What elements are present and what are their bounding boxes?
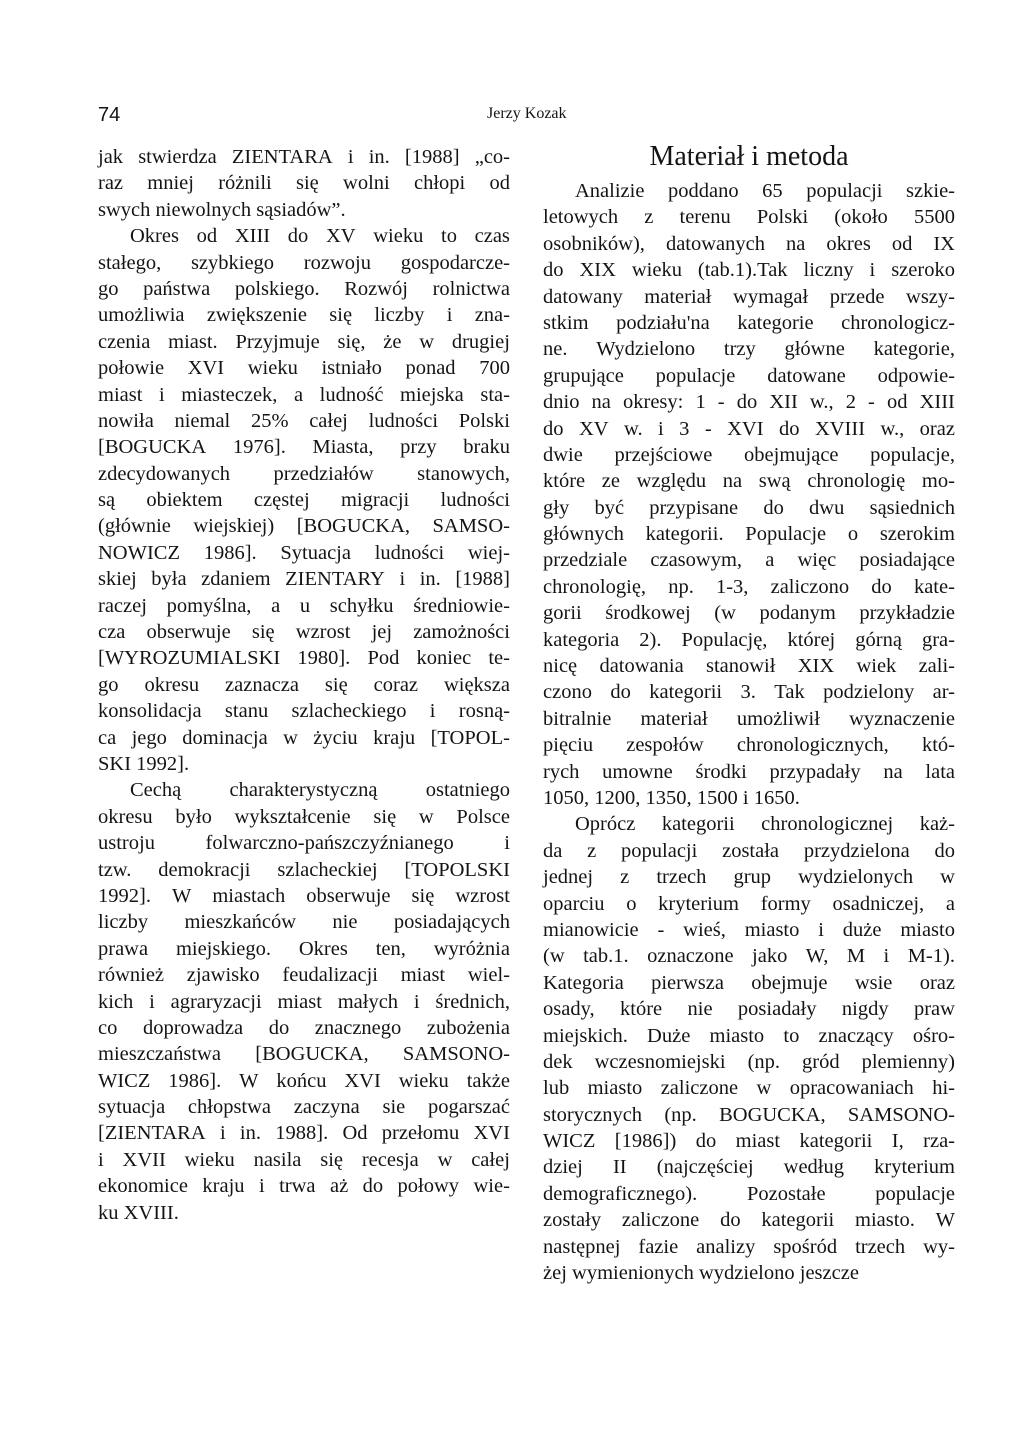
text-line: cza obserwuje się wzrost jej zamożności — [98, 621, 510, 644]
text-line: ustroju folwarczno-pańszczyźnianego i — [98, 832, 510, 855]
text-line: WICZ 1986]. W końcu XVI wieku także — [98, 1069, 510, 1092]
text-line: WICZ [1986]) do miast kategorii I, rza- — [543, 1130, 955, 1153]
running-head: Jerzy Kozak — [487, 105, 567, 122]
text-line: go okresu zaznacza się coraz większa — [98, 673, 510, 696]
text-line: ca jego dominacja w życiu kraju [TOPOL- — [98, 726, 510, 749]
text-line: jednej z trzech grup wydzielonych w — [543, 866, 955, 889]
text-line: prawa miejskiego. Okres ten, wyróżnia — [98, 937, 510, 960]
text-line: nicę datowania stanowił XIX wiek zali- — [543, 655, 955, 678]
text-line: mieszczaństwa [BOGUCKA, SAMSONO- — [98, 1043, 510, 1066]
text-line: kich i agraryzacji miast małych i średnich, — [98, 990, 510, 1013]
text-line: osady, które nie posiadały nigdy praw — [543, 998, 955, 1021]
text-line: (głównie wiejskiej) [BOGUCKA, SAMSO- — [98, 515, 510, 538]
text-line: chronologię, np. 1-3, zaliczono do kate- — [543, 575, 955, 598]
text-line: demograficznego). Pozostałe populacje — [543, 1182, 955, 1205]
text-line: co doprowadza do znacznego zubożenia — [98, 1016, 510, 1039]
text-line: mianowicie - wieś, miasto i duże miasto — [543, 918, 955, 941]
text-line: zostały zaliczone do kategorii miasto. W — [543, 1209, 955, 1232]
text-line: żej wymienionych wydzielono jeszcze — [543, 1262, 859, 1285]
text-line: rych umowne środki przypadały na lata — [543, 760, 955, 783]
text-line: [BOGUCKA 1976]. Miasta, przy braku — [98, 436, 510, 459]
text-line: 1050, 1200, 1350, 1500 i 1650. — [543, 786, 800, 809]
text-line: storycznych (np. BOGUCKA, SAMSONO- — [543, 1103, 955, 1126]
text-line: Analizie poddano 65 populacji szkie- — [575, 180, 955, 202]
text-line: do XV w. i 3 - XVI do XVIII w., oraz — [543, 417, 955, 440]
text-line: gły być przypisane do dwu sąsiednich — [543, 496, 955, 519]
text-line: grupujące populacje datowane odpowie- — [543, 364, 955, 387]
text-line: raz mniej różnili się wolni chłopi od — [98, 172, 510, 195]
text-line: konsolidacja stanu szlacheckiego i rosną- — [98, 700, 510, 723]
text-line: i XVII wieku nasila się recesja w całej — [98, 1148, 510, 1171]
text-line: przedziale czasowym, a więc posiadające — [543, 549, 955, 572]
text-line: [ZIENTARA i in. 1988]. Od przełomu XVI — [98, 1122, 510, 1145]
text-line: czenia miast. Przyjmuje się, że w drugiej — [98, 330, 510, 353]
text-line: sytuacja chłopstwa zaczyna sie pogarszać — [98, 1096, 510, 1119]
text-line: lub miasto zaliczone w opracowaniach hi- — [543, 1077, 955, 1100]
text-line: stałego, szybkiego rozwoju gospodarcze- — [98, 251, 510, 274]
text-line: (w tab.1. oznaczone jako W, M i M-1). — [543, 945, 955, 968]
text-line: osobników), datowanych na okres od IX — [543, 232, 955, 255]
text-line: ekonomice kraju i trwa aż do połowy wie- — [98, 1175, 510, 1198]
text-line: NOWICZ 1986]. Sytuacja ludności wiej- — [98, 541, 510, 564]
text-line: zdecydowanych przedziałów stanowych, — [98, 462, 510, 485]
text-line: ku XVIII. — [98, 1201, 179, 1224]
text-line: są obiektem częstej migracji ludności — [98, 489, 510, 512]
text-line: tzw. demokracji szlacheckiej [TOPOLSKI — [98, 858, 510, 881]
text-line: oparciu o kryterium formy osadniczej, a — [543, 892, 955, 915]
text-line: 1992]. W miastach obserwuje się wzrost — [98, 884, 510, 907]
text-line: SKI 1992]. — [98, 752, 190, 775]
text-line: go państwa polskiego. Rozwój rolnictwa — [98, 277, 510, 300]
page-number: 74 — [98, 104, 121, 126]
text-line: pięciu zespołów chronologicznych, któ- — [543, 734, 955, 757]
text-line: dziej II (najczęściej według kryterium — [543, 1156, 955, 1179]
text-line: skiej była zdaniem ZIENTARY i in. [1988] — [98, 568, 510, 591]
text-line: okresu było wykształcenie się w Polsce — [98, 805, 510, 828]
text-line: dnio na okresy: 1 - do XII w., 2 - od XIII — [543, 391, 955, 414]
text-line: datowany materiał wymagał przede wszy- — [543, 285, 955, 308]
text-line: liczby mieszkańców nie posiadających — [98, 911, 510, 934]
text-line: umożliwia zwiększenie się liczby i zna- — [98, 304, 510, 327]
text-line: raczej pomyślna, a u schyłku średniowie- — [98, 594, 510, 617]
text-line: miast i miasteczek, a ludność miejska sta- — [98, 383, 510, 406]
text-line: kategoria 2). Populację, której górną gra- — [543, 628, 955, 651]
text-line: Cechą charakterystyczną ostatniego — [130, 779, 510, 802]
text-line: bitralnie materiał umożliwił wyznaczenie — [543, 707, 955, 730]
text-line: jak stwierdza ZIENTARA i in. [1988] „co- — [98, 146, 510, 168]
text-line: [WYROZUMIALSKI 1980]. Pod koniec te- — [98, 647, 510, 670]
section-heading: Materiał i metoda — [649, 141, 849, 172]
text-line: miejskich. Duże miasto to znaczący ośro- — [543, 1024, 955, 1047]
text-line: które ze względu na swą chronologię mo- — [543, 470, 955, 493]
text-line: następnej fazie analizy spośród trzech wy- — [543, 1235, 955, 1258]
text-line: gorii środkowej (w podanym przykładzie — [543, 602, 955, 625]
text-line: dwie przejściowe obejmujące populacje, — [543, 443, 955, 466]
text-line: letowych z terenu Polski (około 5500 — [543, 206, 955, 229]
text-line: nowiła niemal 25% całej ludności Polski — [98, 409, 510, 432]
text-line: dek wczesnomiejski (np. gród plemienny) — [543, 1050, 955, 1073]
text-line: do XIX wieku (tab.1).Tak liczny i szeroko — [543, 259, 955, 282]
left-text-column — [98, 144, 510, 1226]
text-line: Oprócz kategorii chronologicznej każ- — [575, 813, 955, 836]
text-line: Kategoria pierwsza obejmuje wsie oraz — [543, 971, 955, 994]
text-line: czono do kategorii 3. Tak podzielony ar- — [543, 681, 955, 704]
text-line: również zjawisko feudalizacji miast wiel- — [98, 964, 510, 987]
text-line: połowie XVI wieku istniało ponad 700 — [98, 357, 510, 380]
text-line: Okres od XIII do XV wieku to czas — [130, 225, 510, 248]
text-line: stkim podziału'na kategorie chronologicz- — [543, 311, 955, 334]
right-text-column — [543, 178, 955, 1286]
text-line: ne. Wydzielono trzy główne kategorie, — [543, 338, 955, 361]
text-line: swych niewolnych sąsiadów”. — [98, 198, 346, 221]
text-line: da z populacji została przydzielona do — [543, 839, 955, 862]
text-line: głównych kategorii. Populacje o szerokim — [543, 523, 955, 546]
